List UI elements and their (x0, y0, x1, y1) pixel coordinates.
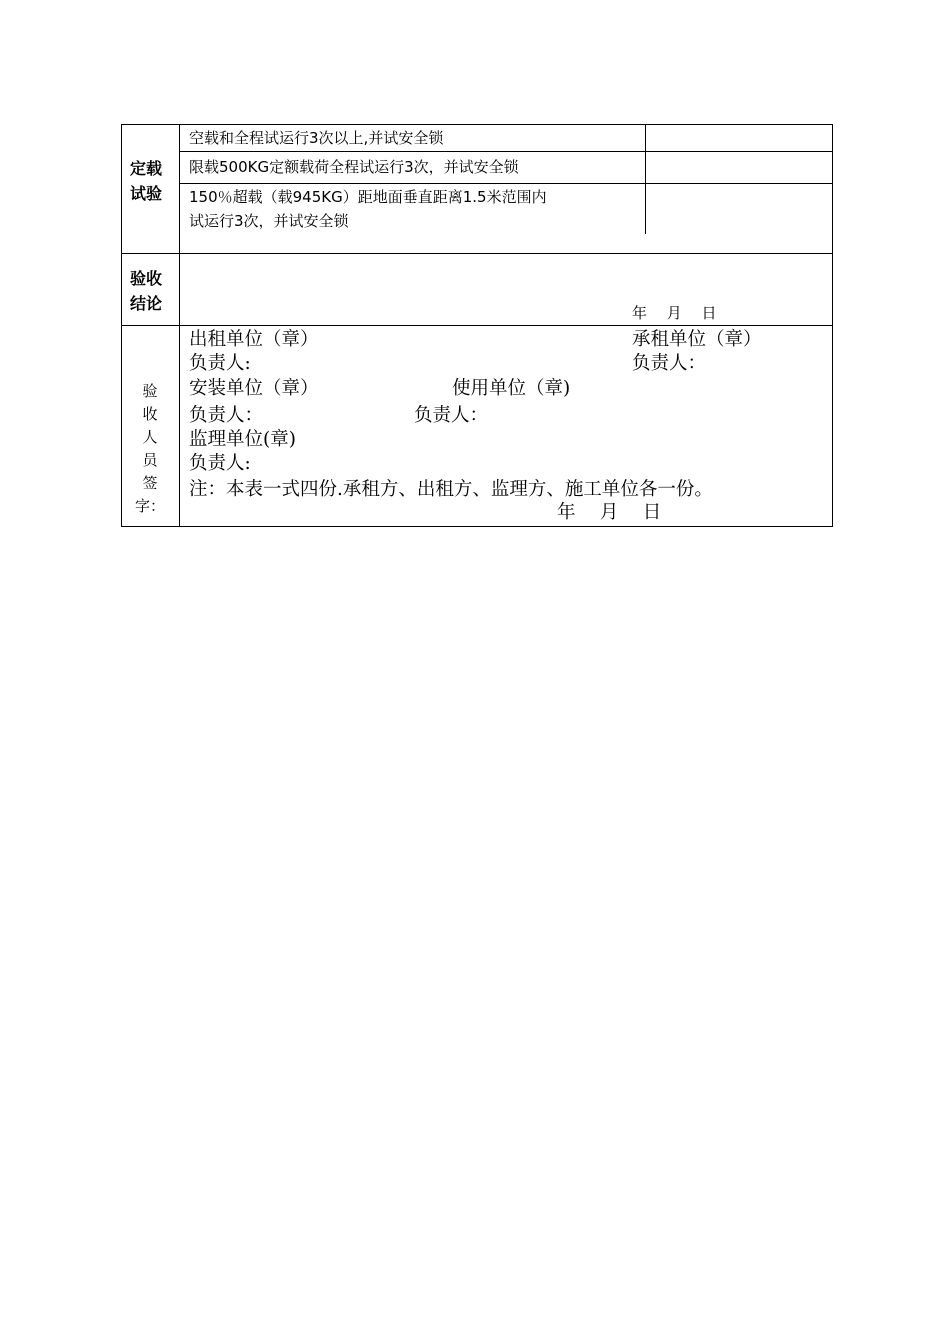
copies-note: 注：本表一式四份.承租方、出租方、监理方、施工单位各一份。 (189, 479, 713, 500)
user-unit: 使用单位（章) (452, 378, 571, 399)
lessor-unit: 出租单位（章） (189, 329, 319, 350)
conclusion-date: 年 月 日 (632, 304, 717, 322)
load-test-item-overload-line1: 150％超载（载945KG）距地面垂直距离1.5米范围内 (189, 188, 547, 206)
signature-label-char: 验 (142, 382, 158, 400)
signature-label-char: 员 (142, 451, 158, 469)
user-person: 负责人： (414, 405, 489, 426)
lessee-person: 负责人： (632, 353, 707, 374)
section-divider-signatures (121, 325, 833, 326)
lessee-unit: 承租单位（章） (632, 329, 762, 350)
load-test-item-empty-run: 空载和全程试运行3次以上,并试安全锁 (189, 129, 444, 147)
lessor-person: 负责人: (189, 353, 251, 374)
install-person: 负责人： (189, 405, 264, 426)
load-test-item-overload-line2: 试运行3次，并试安全锁 (189, 212, 349, 230)
signature-label-char: 签 (142, 474, 158, 492)
signature-date: 年 月 日 (557, 502, 662, 523)
table-border-right (832, 124, 833, 527)
signature-label-char: 字： (134, 497, 165, 515)
section-divider-conclusion (121, 253, 833, 254)
signature-label-char: 人 (142, 428, 158, 446)
result-column-divider (645, 124, 646, 234)
load-test-label-2: 试验 (130, 184, 163, 203)
table-border-bottom (121, 526, 833, 527)
row-divider-2 (179, 183, 833, 184)
supervisor-person: 负责人: (189, 453, 251, 474)
table-border-left (121, 124, 122, 527)
conclusion-label-2: 结论 (130, 294, 163, 313)
load-test-item-rated-load: 限载500KG定额载荷全程试运行3次，并试安全锁 (189, 158, 519, 176)
conclusion-label-1: 验收 (130, 269, 163, 288)
table-border-top (121, 124, 833, 125)
label-column-divider (179, 124, 180, 527)
install-unit: 安装单位（章） (189, 378, 319, 399)
row-divider-1 (179, 151, 833, 152)
signature-label-char: 收 (142, 405, 158, 423)
load-test-label-1: 定载 (130, 159, 163, 178)
supervisor-unit: 监理单位(章) (189, 429, 296, 450)
